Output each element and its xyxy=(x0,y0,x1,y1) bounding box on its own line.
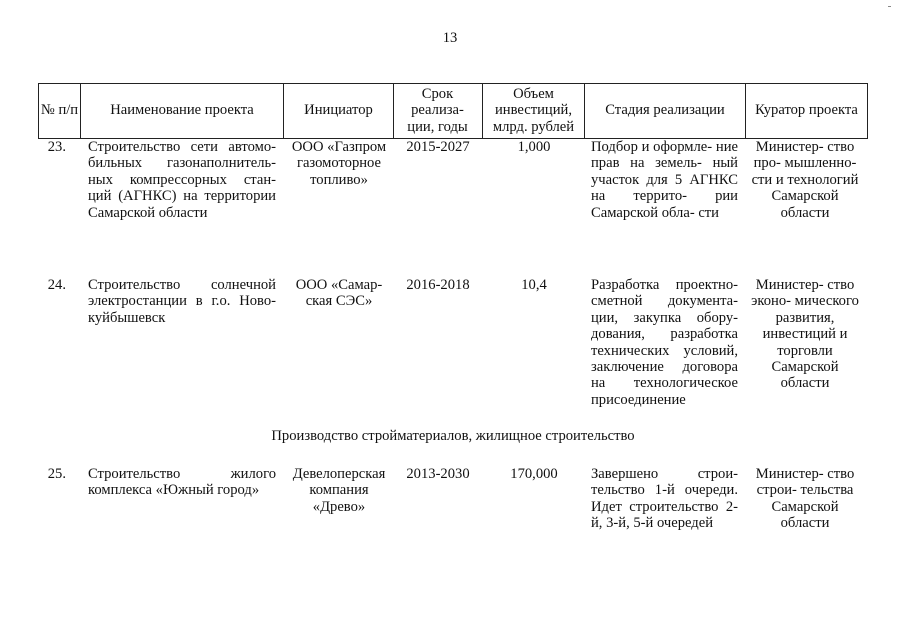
header-stage-text: Стадия реализации xyxy=(605,102,725,119)
header-term-text: Срок реализа- ции, годы xyxy=(407,85,468,135)
scan-mark xyxy=(888,6,891,7)
header-curator xyxy=(746,83,867,138)
row-curator: Министер- ство про- мышленно- сти и технологий Самарской области xyxy=(751,139,859,221)
header-initiator xyxy=(284,83,393,138)
row-volume: 170,000 xyxy=(510,466,558,482)
header-name xyxy=(81,83,283,138)
row-stage: Завершено строи- тельство 1-й очереди. Идет строительство 2-й, 3-й, 5-й очередей xyxy=(591,466,738,532)
column-divider xyxy=(867,83,868,138)
header-stage xyxy=(585,83,745,138)
row-stage: Подбор и оформле- ние прав на земель- ный участок для 5 АГНКС на террито- рии Самарской обла- сти xyxy=(591,139,738,221)
header-name-text: Наименование проекта xyxy=(110,102,254,119)
row-term: 2016-2018 xyxy=(406,277,470,293)
row-initiator: ООО «Самар- ская СЭС» xyxy=(295,277,383,310)
header-num-text: № п/п xyxy=(40,102,79,119)
header-num xyxy=(39,83,80,138)
row-curator: Министер- ство эконо- мического развития, инвестиций и торговли Самарской области xyxy=(751,277,859,392)
row-project-name: Строительство жилого комплекса «Южный город» xyxy=(88,466,276,499)
row-num: 23. xyxy=(47,139,66,155)
column-divider xyxy=(393,83,394,138)
row-num: 24. xyxy=(47,277,66,293)
row-term: 2013-2030 xyxy=(406,466,470,482)
row-project-name: Строительство сети автомо- бильных газонаполнитель- ных компрессорных стан- ций (АГНКС) на территории Самарской области xyxy=(88,139,276,221)
header-volume xyxy=(483,83,584,138)
row-volume: 10,4 xyxy=(521,277,547,293)
header-initiator-text: Инициатор xyxy=(304,102,373,119)
row-stage: Разработка проектно- сметной документа- ции, закупка обору- дования, разработка технических условий, заключение договора на технологическое присоединение xyxy=(591,277,738,408)
row-curator: Министер- ство строи- тельства Самарской области xyxy=(755,466,855,532)
row-project-name: Строительство солнечной электростанции в г.о. Ново- куйбышевск xyxy=(88,277,276,326)
header-term xyxy=(396,83,479,138)
row-volume: 1,000 xyxy=(517,139,551,155)
row-initiator: Девелоперская компания «Древо» xyxy=(292,466,386,515)
row-term: 2015-2027 xyxy=(406,139,470,155)
header-curator-text: Куратор проекта xyxy=(755,102,858,119)
section-title: Производство стройматериалов, жилищное строительство xyxy=(271,428,635,444)
row-initiator: ООО «Газпром газомоторное топливо» xyxy=(291,139,387,188)
row-num: 25. xyxy=(47,466,66,482)
page-number: 13 xyxy=(442,30,458,46)
header-volume-text: Объем инвестиций, млрд. рублей xyxy=(492,85,575,135)
